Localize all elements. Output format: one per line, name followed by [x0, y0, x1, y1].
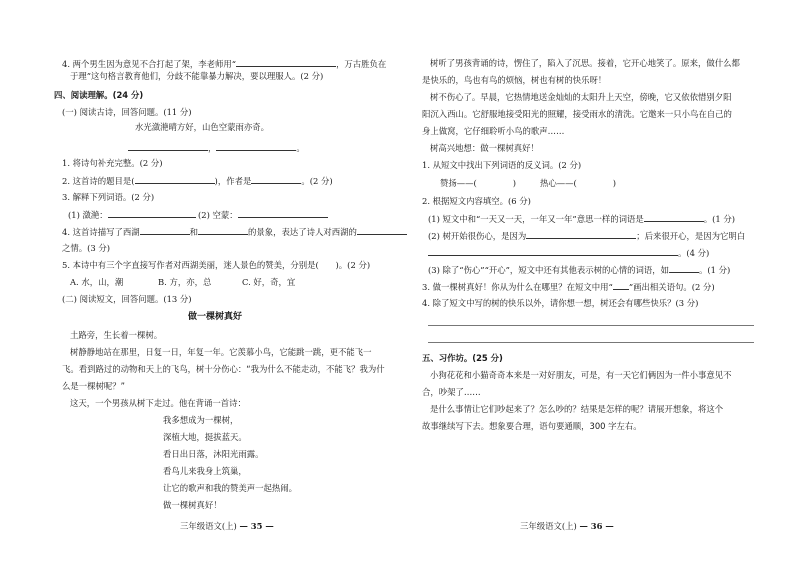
poem-line-2-blanks: ， 。	[128, 141, 305, 154]
answer-blank	[108, 208, 196, 218]
page-number: — 36 —	[579, 521, 614, 531]
answer-blank	[198, 225, 248, 235]
story-paragraph-5-line-2: 阳沉入西山。它舒服地接受阳光的照耀，接受雨水的清洗。它邀来一只小鸟在自己的	[422, 109, 732, 119]
question-3a: (1) 潋滟：	[68, 208, 196, 221]
answer-blank	[216, 141, 296, 151]
question-4-line-2: 于理”这句格言教育他们，分歧不能靠暴力解决，要以理服人。(2 分)	[70, 71, 324, 81]
question-5: 5. 本诗中有三个字直接写作者对西湖美丽，迷人景色的赞美，分别是( )。(2 分)	[62, 260, 371, 270]
question-1: 1. 将诗句补充完整。(2 分)	[62, 158, 163, 168]
story-paragraph-4-line-2: 是快乐的，鸟也有鸟的烦恼，树也有树的快乐呀！	[422, 75, 607, 85]
r-question-1b: 热心——( )	[540, 178, 617, 188]
part-2-heading: (二) 阅读短文，回答问题。(13 分)	[62, 294, 192, 304]
r-question-2b-line-1: (2) 树开始很伤心，是因为 ；后来很开心，是因为它明白	[428, 231, 746, 241]
answer-blank	[135, 174, 215, 184]
story-paragraph-5-line-1: 树不伤心了。早晨，它热情地送金灿灿的太阳升上天空，傍晚，它又依依惜别夕阳	[430, 92, 732, 102]
poem-2-line: 看日出日落，沐阳光雨露。	[163, 449, 264, 459]
section-4-heading: 四、阅读理解。(24 分)	[54, 90, 144, 100]
story-paragraph-2-line-3: 么是一棵树呢？”	[62, 381, 125, 391]
option-c: C. 好，奇，宜	[242, 277, 296, 287]
question-4-line-1: 4. 两个男生因为意见不合打起了架，李老师用“ ，万古胜负在	[62, 59, 387, 69]
answer-line	[428, 325, 754, 326]
answer-blank	[140, 225, 190, 235]
essay-prompt-line-4: 故事继续写下去。想象要合理，语句要通顺，300 字左右。	[422, 421, 642, 431]
poem-line-1: 水光潋滟晴方好，山色空蒙雨亦奇。	[135, 122, 269, 132]
underline-mark	[613, 280, 629, 290]
story-paragraph-6: 树高兴地想：做一棵树真好！	[430, 143, 539, 153]
story-title: 做一棵树真好	[188, 312, 243, 322]
r-question-1: 1. 从短文中找出下列词语的反义词。(2 分)	[422, 160, 582, 170]
question-3b: (2) 空蒙：	[198, 208, 328, 221]
answer-blank	[428, 246, 678, 256]
r-question-4: 4. 除了短文中写的树的快乐以外，请你想一想，树还会有哪些快乐？(3 分)	[422, 298, 699, 308]
footer-title: 三年级语文(上)	[520, 521, 577, 531]
essay-prompt-line-1: 小狗花花和小猫奇奇本来是一对好朋友，可是，有一天它们俩因为一件小事意见不	[430, 370, 732, 380]
r-question-2b-line-2: 。(4 分)	[428, 246, 709, 259]
answer-blank	[669, 263, 699, 273]
essay-prompt-line-3: 是什么事情让它们吵起来了？怎么吵的？结果是怎样的呢？请展开想象，将这个	[430, 404, 724, 414]
question-2: 2. 这首诗的题目是( )，作者是 。(2 分)	[62, 176, 333, 186]
option-a: A. 水，山，潮	[70, 277, 124, 287]
answer-blank	[238, 208, 328, 218]
story-paragraph-4-line-1: 树听了男孩背诵的诗，愣住了，陷入了沉思。接着，它开心地笑了。原来，做什么都	[430, 58, 740, 68]
part-1-heading: (一) 阅读古诗，回答问题。(11 分)	[62, 107, 192, 117]
answer-blank	[236, 57, 336, 67]
r-question-2a: (1) 短文中和“一天又一天，一年又一年”意思一样的词语是 。(1 分)	[428, 214, 735, 224]
poem-2-line: 让它的歌声和我的赞美声一起热闹。	[163, 483, 297, 493]
question-3: 3. 解释下列词语。(2 分)	[62, 192, 155, 202]
poem-2-line: 我多想成为一棵树，	[163, 415, 239, 425]
story-paragraph-2-line-1: 树静静地站在那里，日复一日，年复一年。它羡慕小鸟，它能跳一跳，更不能飞一	[70, 347, 372, 357]
essay-prompt-line-2: 合，吵架了……	[422, 387, 481, 397]
right-page	[400, 0, 800, 580]
story-paragraph-2-line-2: 飞。看到路过的动物和天上的飞鸟，树十分伤心：“我为什么不能走动，不能飞？我为什	[62, 364, 385, 374]
poem-2-line: 看鸟儿来我身上筑巢，	[163, 466, 247, 476]
r-question-2: 2. 根据短文内容填空。(6 分)	[422, 196, 531, 206]
page-number: — 35 —	[239, 521, 274, 531]
r-question-2c: (3) 除了“伤心”“开心”，短文中还有其他表示树的心情的词语，如 。(1 分)	[428, 265, 731, 275]
page-footer-left	[180, 520, 274, 532]
answer-blank	[644, 212, 704, 222]
footer-title: 三年级语文(上)	[180, 521, 237, 531]
page-footer-right	[520, 520, 614, 532]
story-paragraph-5-line-3: 身上做窝，它仔细聆听小鸟的歌声……	[422, 126, 565, 136]
poem-2-line: 深植大地，挺拔蓝天。	[163, 432, 247, 442]
r-question-1a: 赞扬——( )	[440, 178, 517, 188]
question-4b-line-2: 之情。(3 分)	[62, 243, 111, 253]
answer-line	[428, 342, 754, 343]
r-question-3: 3. 做一棵树真好！你从为什么在哪里？在短文中用“ ”画出相关语句。(2 分)	[422, 282, 715, 292]
story-paragraph-1: 土路旁，生长着一棵树。	[70, 330, 163, 340]
answer-blank	[251, 174, 301, 184]
poem-2-line: 做一棵树真好！	[163, 500, 222, 510]
story-paragraph-3: 这天，一个男孩从树下走过。他在背诵一首诗：	[70, 398, 246, 408]
answer-blank	[526, 229, 636, 239]
section-5-heading: 五、习作坊。(25 分)	[422, 353, 503, 363]
answer-blank	[128, 141, 208, 151]
option-b: B. 方，亦，总	[158, 277, 212, 287]
question-4b-line-1: 4. 这首诗描写了西湖 和 的景象，表达了诗人对西湖的	[62, 225, 407, 238]
